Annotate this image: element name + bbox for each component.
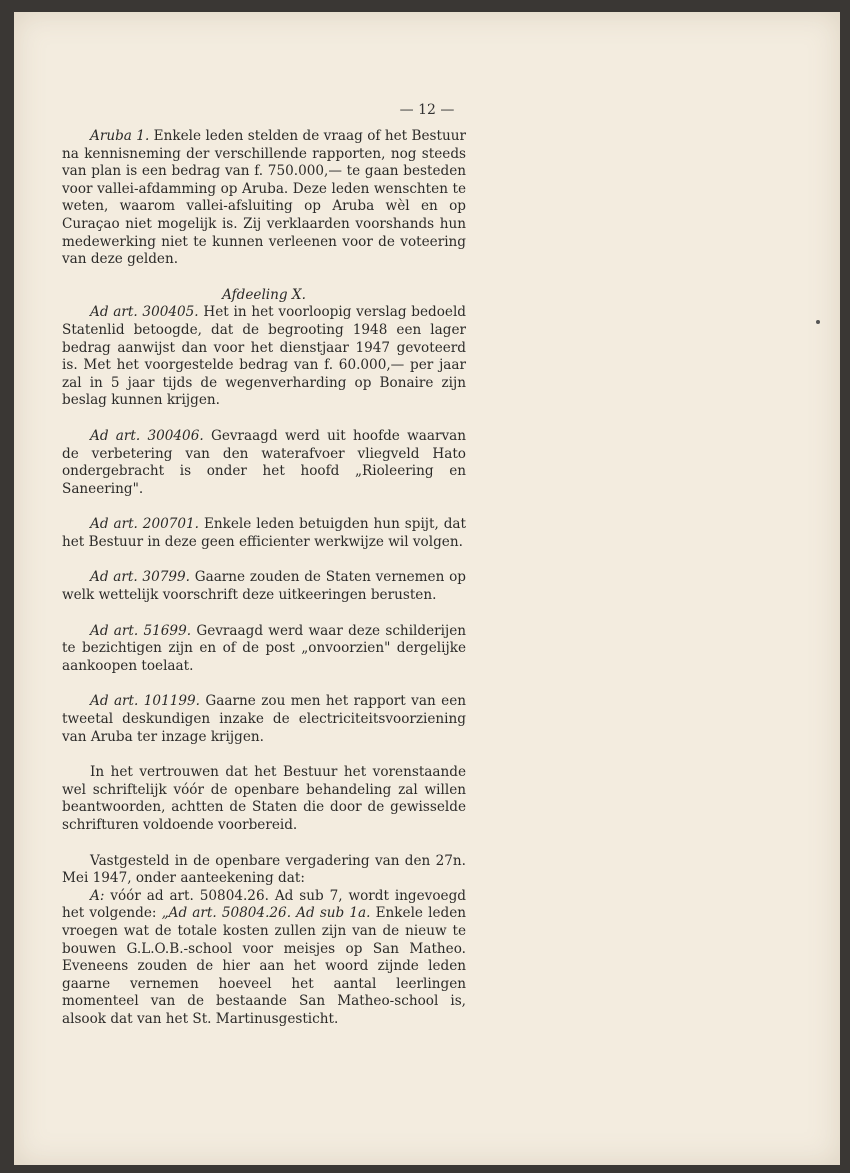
- article-lead: Ad art. 300406.: [90, 427, 204, 444]
- adoption-paragraph: Vastgesteld in de openbare vergadering van den 27n. Mei 1947, onder aanteekening dat:: [62, 852, 466, 887]
- article-paragraph: [62, 304, 466, 410]
- aruba-paragraph: [62, 128, 466, 269]
- article-lead: Ad art. 200701.: [90, 516, 200, 533]
- article-lead: Ad art. 300405.: [90, 304, 199, 321]
- amendment-note: [62, 888, 466, 1029]
- article-paragraph: [62, 569, 466, 604]
- section-heading: Afdeeling X.: [222, 286, 306, 303]
- page-number: — 12 —: [399, 102, 455, 118]
- article-paragraph: [62, 516, 466, 551]
- note-text: vóór ad art. 50804.26. Ad sub 7, wordt ingevoegd het volgende:: [62, 887, 466, 922]
- note-quote: „Ad art. 50804.26. Ad sub 1a.: [161, 905, 371, 922]
- article-lead: Ad art. 30799.: [90, 569, 190, 586]
- article-lead: Ad art. 101199.: [90, 693, 200, 710]
- article-text: Gaarne zouden de Staten vernemen op welk wettelijk voorschrift deze uitkeeringen berusten.: [62, 569, 466, 604]
- closing-paragraph: In het vertrouwen dat het Bestuur het vorenstaande wel schriftelijk vóór de openbare behandeling zal willen beantwoorden, achtten de Staten die door de gewisselde schrifturen voldoende voorbereid.: [62, 764, 466, 833]
- document-body: [62, 128, 466, 1029]
- paragraph-text: Enkele leden stelden de vraag of het Bestuur na kennisneming der verschillende rapporten, nog steeds van plan is een bedrag van f. 750.000,— te gaan besteden voor vallei-afdamming op Aruba. Deze leden wenschten te weten, waarom vallei-afsluiting op Aruba wèl en op Curaçao niet mogelijk is. Zij verklaarden voorshands hun medewerking niet te kunnen verleenen voor de voteering van deze gelden.: [62, 128, 466, 268]
- article-text: Gevraagd werd waar deze schilderijen te bezichtigen zijn en of de post „onvoorzien" dergelijke aankoopen toelaat.: [62, 622, 466, 674]
- article-text: Gevraagd werd uit hoofde waarvan de verbetering van den waterafvoer vliegveld Hato ondergebracht is onder het hoofd „Rioleering en Saneering".: [62, 427, 467, 497]
- margin-mark: [816, 320, 820, 324]
- article-paragraph: [62, 623, 466, 676]
- article-text: Enkele leden betuigden hun spijt, dat het Bestuur in deze geen efficienter werkwijze wil volgen.: [62, 516, 467, 550]
- article-paragraph: [62, 428, 466, 498]
- article-text: Gaarne zou men het rapport van een tweetal deskundigen inzake de electriciteitsvoorziening van Aruba ter inzage krijgen.: [62, 693, 467, 745]
- article-text: Het in het voorloopig verslag bedoeld Statenlid betoogde, dat de begrooting 1948 een lager bedrag aanwijst dan voor het dienstjaar 1947 gevoteerd is. Met het voorgestelde bedrag van f. 60.000,— per jaar zal in 5 jaar tijds de wegenverharding op Bonaire zijn beslag kunnen krijgen.: [62, 304, 467, 409]
- note-label: A:: [90, 887, 105, 904]
- article-lead: Ad art. 51699.: [90, 622, 192, 639]
- article-paragraph: [62, 693, 466, 746]
- paragraph-lead: Aruba 1.: [90, 128, 150, 144]
- note-rest: Enkele leden vroegen wat de totale kosten zullen zijn van de nieuw te bouwen G.L.O.B.-school voor meisjes op San Matheo. Eveneens zouden de hier aan het woord zijnde leden gaarne vernemen hoeveel het aantal leerlingen momenteel van de bestaande San Matheo-school is, alsook dat van het St. Martinusgesticht.: [62, 905, 466, 1027]
